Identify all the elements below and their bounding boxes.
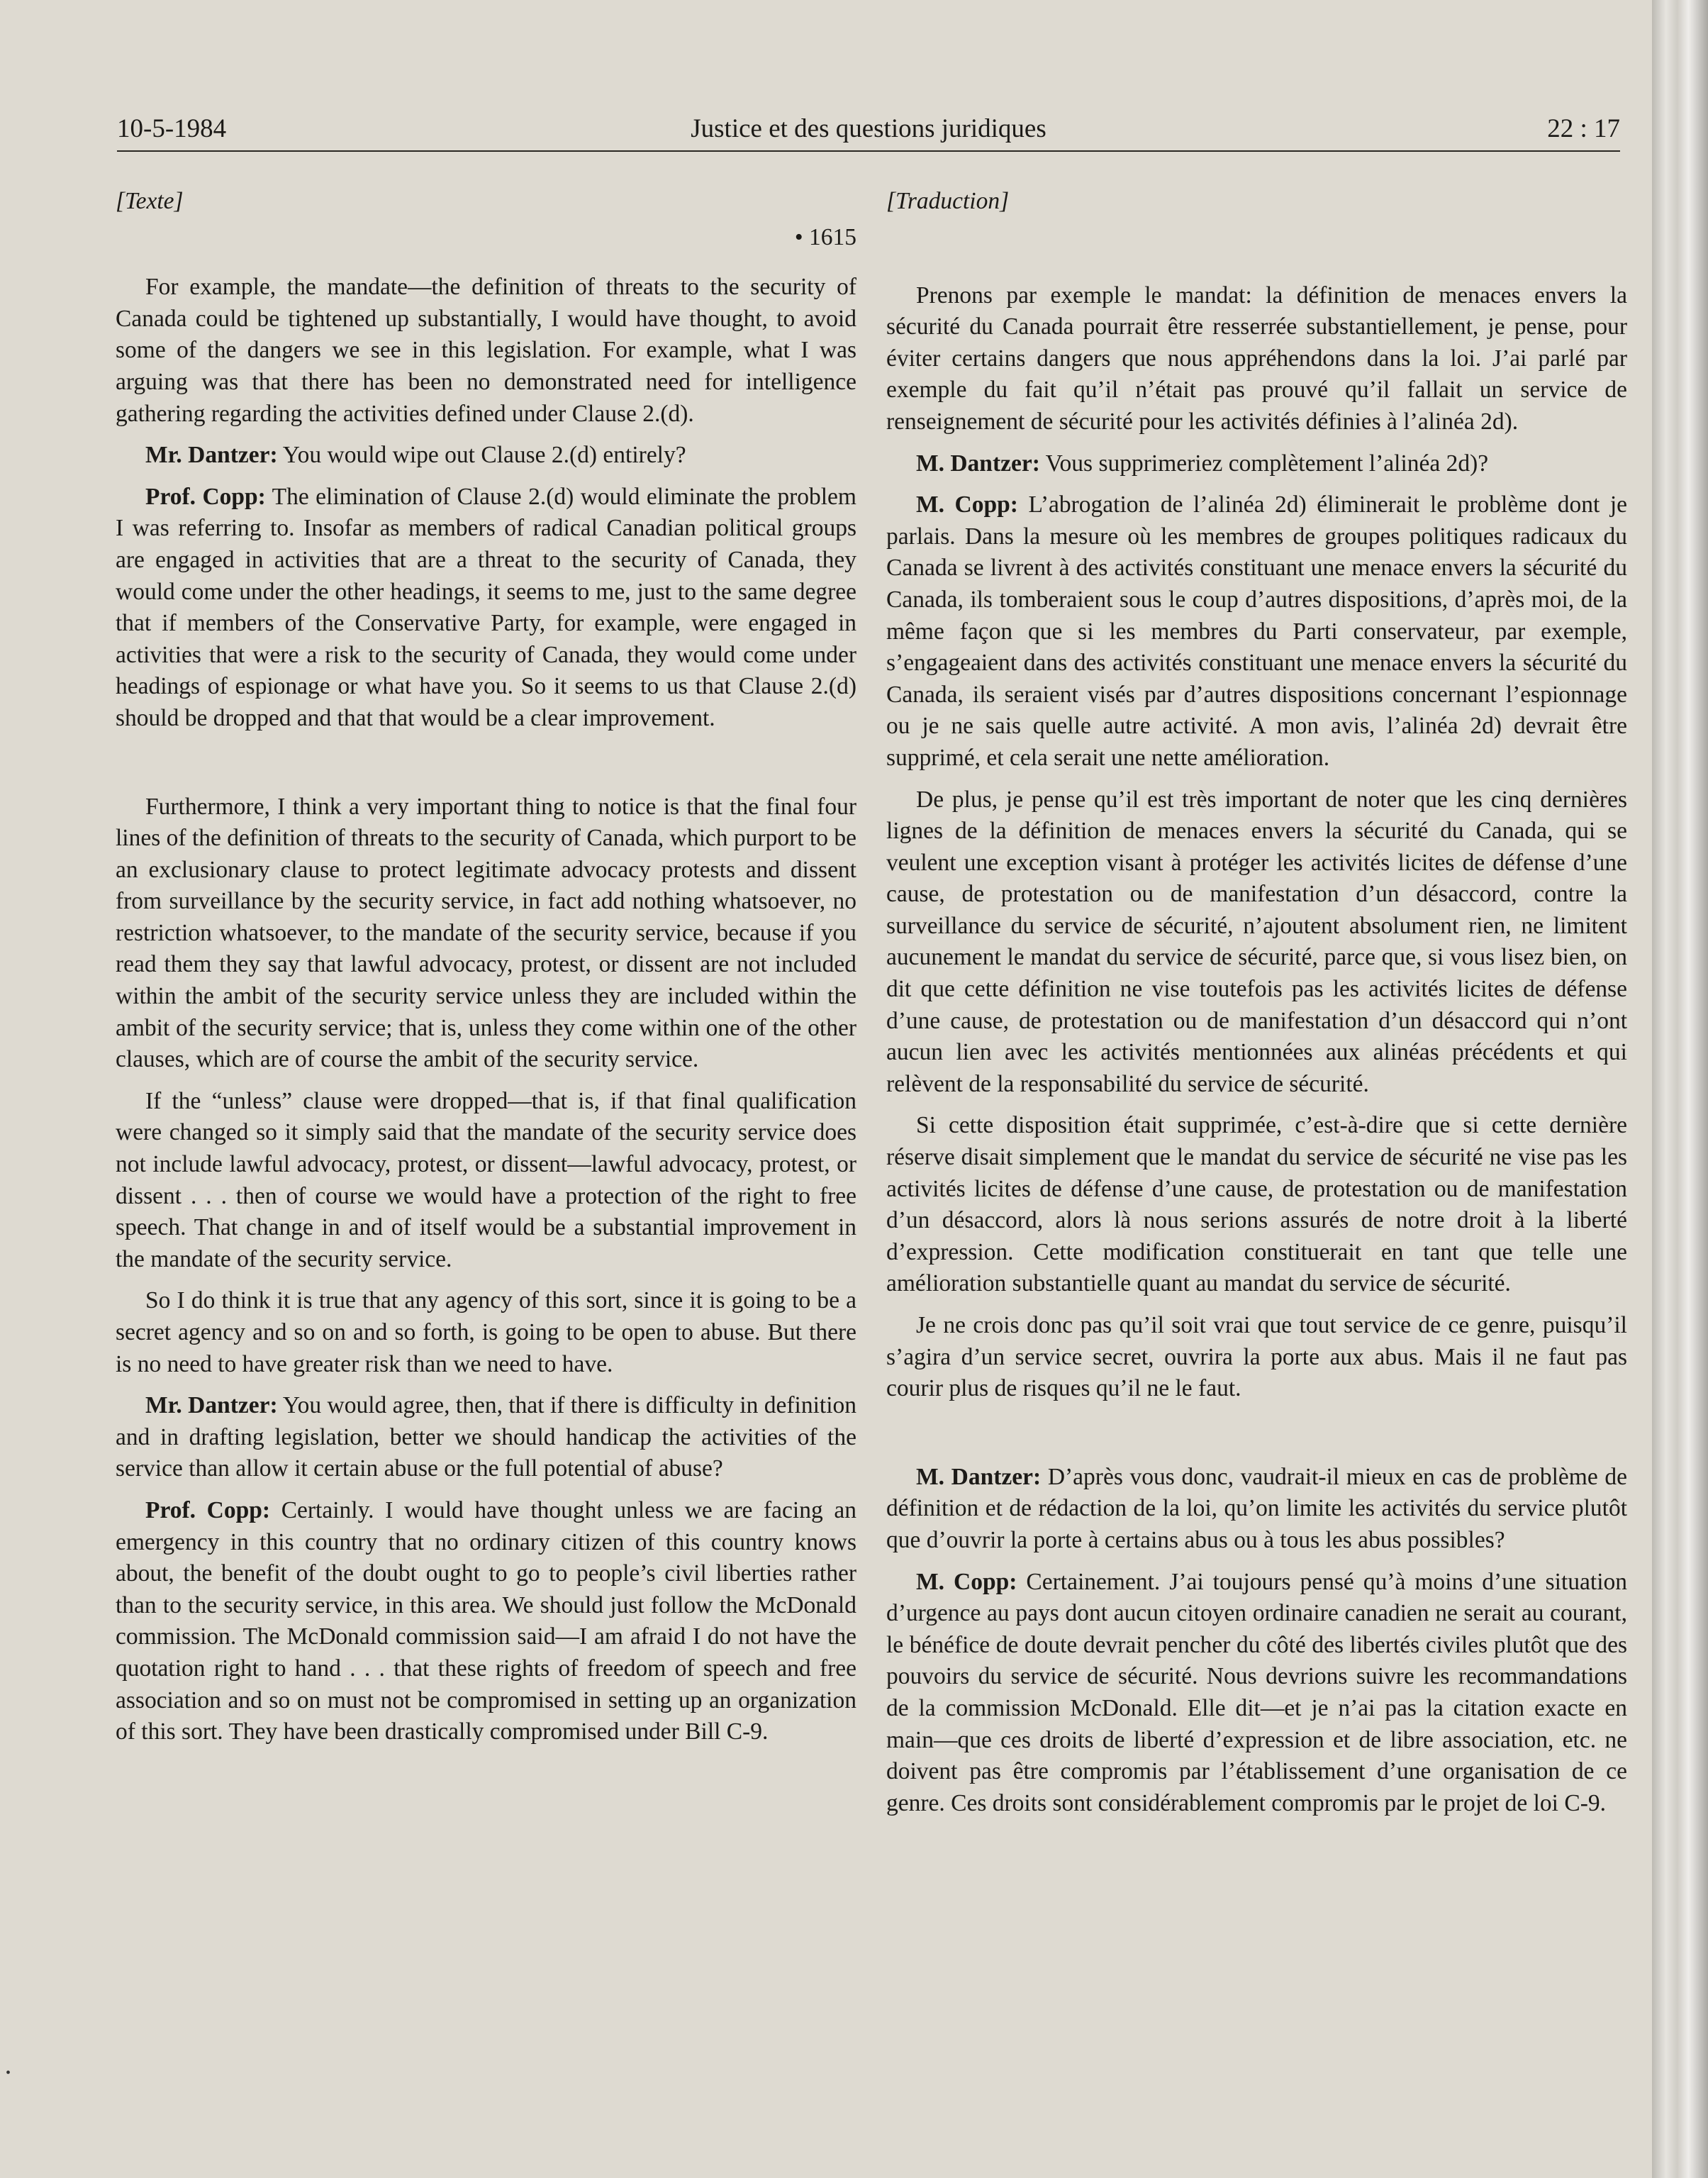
paragraph: De plus, je pense qu’il est très important de noter que les cinq dernières lignes de la définition de menaces envers la sécurité du Canada, qui se veulent une exception visant à protéger les activités licites de défense d’une cause, de protestation ou de manifestation d’un désaccord, contre la surveillance du service de sécurité, n’ajoutent absolument rien, ne limitent aucunement le mandat du service de sécurité, parce que, si vous lisez bien, on dit que cette définition ne vise toutefois pas les activités licites de défense d’une cause, de protestation ou de manifestation d’un désaccord qui n’ont aucun lien avec les activités mentionnées aux alinéas précédents et qui relèvent de la responsabilité du service de sécurité. — [886, 786, 1627, 1097]
speaker-name: Mr. Dantzer: — [145, 1392, 278, 1419]
paragraph: Prof. Copp: Certainly. I would have thought unless we are facing an emergency in this country that no ordinary citizen of this country knows about, the benefit of the doubt ought to go to people’s civil liberties rather than to the security service, in this area. We should just follow the McDonald commission. The McDonald commission said—I am afraid I do not have the quotation right to hand . . . that these rights of freedom of speech and free association and so on must not be compromised in setting up an organization of this sort. They have been drastically compromised under Bill C-9. — [116, 1496, 856, 1745]
paragraph: Prenons par exemple le mandat: la définition de menaces envers la sécurité du Canada pourrait être resserrée substantiellement, je pense, pour éviter certains dangers que nous appréhendons dans la loi. J’ai parlé par exemple du fait qu’il n’était pas prouvé qu’il fallait un service de renseignement de sécurité pour les activités définies à l’alinéa 2d). — [886, 282, 1627, 435]
paragraph: If the “unless” clause were dropped—that is, if that final qualification were changed so it simply said that the mandate of the security service does not include lawful advocacy, protest, or dissent—lawful advocacy, protest, or dissent . . . then of course we would have a protection of the right to free speech. That change in and of itself would be a substantial improvement in the mandate of the security service. — [116, 1087, 856, 1272]
page-stack-edge — [1652, 0, 1708, 2178]
time-marker: • 1615 — [794, 223, 856, 250]
text-label: [Texte] — [116, 188, 184, 214]
paragraph: M. Dantzer: D’après vous donc, vaudrait-il mieux en cas de problème de définition et de rédaction de la loi, qu’on limite les activités du service plutôt que d’ouvrir la porte à certains abus ou à tous les abus possibles? — [886, 1463, 1627, 1553]
scan-mark: • — [6, 2065, 11, 2081]
speaker-name: Prof. Copp: — [145, 483, 266, 510]
header-title: Justice et des questions juridiques — [691, 114, 1046, 143]
running-header — [117, 108, 1620, 150]
speaker-name: M. Copp: — [916, 491, 1018, 518]
speaker-name: M. Dantzer: — [916, 450, 1040, 477]
paragraph: Furthermore, I think a very important thing to notice is that the final four lines of the definition of threats to the security of Canada, which purport to be an exclusionary clause to protect legitimate advocacy protests and dissent from surveillance by the security service, in fact add nothing whatsoever, no restriction whatsoever, to the mandate of the security service, because if you read them they say that lawful advocacy, protest, or dissent are not included within the ambit of the security service unless they are included within the ambit of the security service; that is, unless they come within one of the other clauses, which are of course the ambit of the security service. — [116, 793, 856, 1073]
paragraph: M. Copp: L’abrogation de l’alinéa 2d) éliminerait le problème dont je parlais. Dans la mesure où les membres de groupes politiques radicaux du Canada se livrent à des activités constituant une menace envers la sécurité du Canada, ils tomberaient sous le coup d’autres dispositions, d’après moi, de la même façon que si les membres du Parti conservateur, par exemple, s’engageaient dans des activités constituant une menace envers la sécurité du Canada, ils seraient visés par d’autres dispositions concernant l’espionnage ou je ne sais quelle autre activité. A mon avis, l’alinéa 2d) devrait être supprimé, et cela serait une nette amélioration. — [886, 491, 1627, 771]
paragraph: M. Dantzer: Vous supprimeriez complètement l’alinéa 2d)? — [916, 450, 1489, 477]
paragraph: For example, the mandate—the definition of threats to the security of Canada could be tightened up substantially, I would have thought, to avoid some of the dangers we see in this legislation. For example, what I was arguing was that there has been no demonstrated need for intelligence gathering regarding the activities defined under Clause 2.(d). — [116, 274, 856, 427]
paragraph: Si cette disposition était supprimée, c’est-à-dire que si cette dernière réserve disait simplement que le mandat du service de sécurité ne vise pas les activités licites de défense d’une cause, de protestation ou de manifestation d’un désaccord, alors là nous serions assurés de notre droit à la liberté d’expression. Cette modification constituerait en tant que telle une amélioration substantielle quant au mandat du service de sécurité. — [886, 1112, 1627, 1297]
paragraph: Prof. Copp: The elimination of Clause 2.(d) would eliminate the problem I was referring to. Insofar as members of radical Canadian political groups are engaged in activities that are a threat to the security of Canada, they would come under the other headings, it seems to me, just to the same degree that if members of the Conservative Party, for example, were engaged in activities that were a risk to the security of Canada, they would come under headings of espionage or what have you. So it seems to us that Clause 2.(d) should be dropped and that that would be a clear improvement. — [116, 483, 856, 731]
header-rule — [117, 150, 1620, 152]
paragraph: So I do think it is true that any agency of this sort, since it is going to be a secret agency and so on and so forth, is going to be open to abuse. But there is no need to have greater risk than we need to have. — [116, 1287, 856, 1377]
french-column — [886, 186, 1627, 1829]
header-page-number: 22 : 17 — [1547, 114, 1620, 143]
header-date: 10-5-1984 — [117, 114, 227, 143]
speaker-name: Prof. Copp: — [145, 1496, 271, 1523]
speaker-name: M. Copp: — [916, 1568, 1017, 1595]
speaker-name: M. Dantzer: — [916, 1463, 1042, 1490]
paragraph: M. Copp: Certainement. J’ai toujours pensé qu’à moins d’une situation d’urgence au pays dont aucun citoyen ordinaire canadien ne serait au courant, le bénéfice de doute devrait pencher du côté des libertés civiles plutôt que des pouvoirs du service de sécurité. Nous devrions suivre les recommandations de la commission McDonald. Elle dit—et je n’ai pas la citation exacte en main—que ces droits de liberté d’expression et de libre association, etc. ne doivent pas être compromis par l’établissement d’une organisation de ce genre. Ces droits sont considérablement compromis par le projet de loi C-9. — [886, 1568, 1627, 1816]
paragraph: Je ne crois donc pas qu’il soit vrai que tout service de ce genre, puisqu’il s’agira d’un service secret, ouvrira la porte aux abus. Mais il ne faut pas courir plus de risques qu’il ne le faut. — [886, 1312, 1627, 1402]
paragraph: Mr. Dantzer: You would wipe out Clause 2.(d) entirely? — [145, 442, 686, 469]
speaker-name: Mr. Dantzer: — [145, 442, 278, 469]
english-column — [116, 186, 856, 1758]
paragraph: Mr. Dantzer: You would agree, then, that if there is difficulty in definition and in drafting legislation, better we should handicap the activities of the service than allow it certain abuse or the full potential of abuse? — [116, 1392, 857, 1482]
translation-label: [Traduction] — [886, 188, 1010, 214]
